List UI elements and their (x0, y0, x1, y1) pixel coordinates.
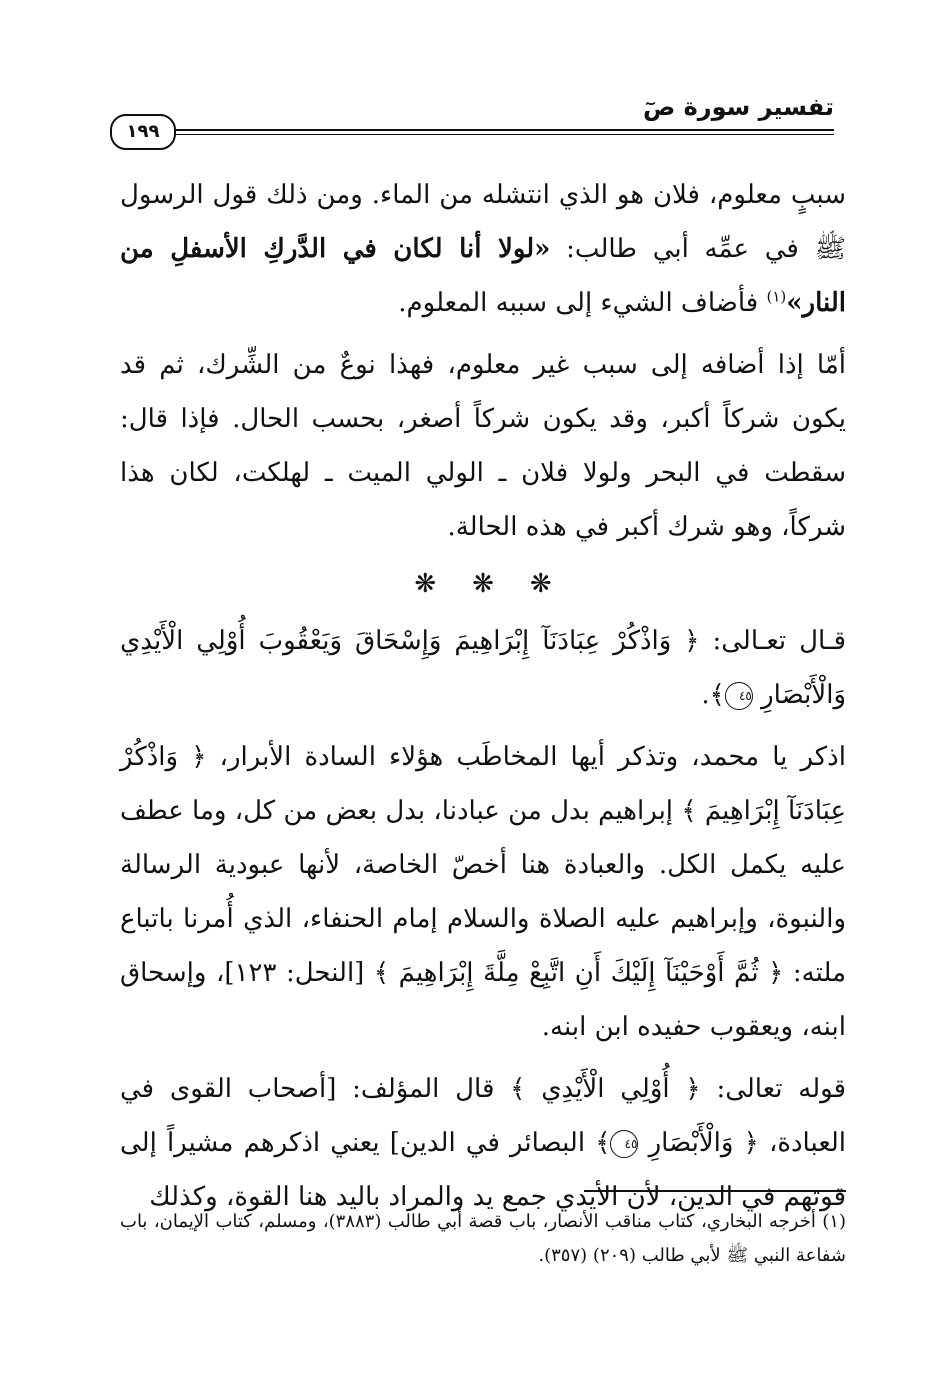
ayah-number-icon: ٤٥ (725, 682, 753, 710)
main-text (120, 168, 846, 1224)
quran-verse: ﴿ وَاذْكُرْ عِبَادَنَآ إِبْرَاهِيمَ وَإِسْحَاقَ وَيَعْقُوبَ أُوْلِي الْأَيْدِي وَالْأَبْصَارِ (120, 626, 846, 710)
page-header (108, 92, 834, 152)
paragraph-5-text-a: قوله تعالى: (700, 1074, 846, 1104)
quran-quote-1: ﴿ وَاذْكُرْ عِبَادَنَآ إِبْرَاهِيمَ ﴾ (120, 742, 847, 826)
paragraph-5-text-b: قال المؤلف: [أصحاب القوى في العبادة، (120, 1074, 847, 1158)
quran-quote-4: ﴿ وَالْأَبْصَارِ (648, 1128, 759, 1158)
page-number-badge: ١٩٩ (110, 114, 176, 150)
header-rule (166, 129, 834, 135)
paragraph-3 (120, 614, 846, 722)
hadith-quote: «لولا أنا لكان في الدَّركِ الأسفلِ من النار» (120, 234, 846, 318)
footnote-rule (584, 1190, 846, 1192)
section-separator: ❋❋❋ (414, 569, 588, 599)
paragraph-2: أمّا إذا أضافه إلى سبب غير معلوم، فهذا نوعٌ من الشِّرك، ثم قد يكون شركاً أكبر، وقد يكون شركاً أصغر، بحسب الحال. فإذا قال: سقطت في البحر ولولا فلان ـ الولي الميت ـ لهلكت، لكان هذا شركاً، وهو شرك أكبر في هذه الحالة. (120, 350, 846, 542)
footnote-1: (١) أخرجه البخاري، كتاب مناقب الأنصار، باب قصة أبي طالب (٣٨٨٣)، ومسلم، كتاب الإيمان، باب شفاعة النبي ﷺ لأبي طالب (٢٠٩) (٣٥٧). (120, 1211, 846, 1266)
paragraph-5 (120, 1062, 846, 1224)
quran-quote-4-close: ﴾ (595, 1128, 611, 1158)
paragraph-1-text-b: فأضاف الشيء إلى سببه المعلوم. (398, 288, 767, 318)
paragraph-4-text-a: اذكر يا محمد، وتذكر أيها المخاطَب هؤلاء السادة الأبرار، (206, 742, 846, 772)
paragraph-1 (120, 168, 846, 330)
quran-verse-close: ﴾. (701, 680, 725, 710)
paragraph-4-text-b: إبراهيم بدل من عبادنا، بدل بعض من كل، وما عطف عليه يكمل الكل. والعبادة هنا أخصّ الخاصة، لأنها عبودية الرسالة والنبوة، وإبراهيم عليه الصلاة والسلام إمام الحنفاء، الذي أُمرنا باتباع ملته: (120, 796, 846, 988)
footnotes (120, 1205, 846, 1273)
running-title: تفسير سورة صٓ (642, 93, 834, 121)
paragraph-4-text-c: [النحل: ١٢٣]، وإسحاق ابنه، ويعقوب حفيده ابن ابنه. (120, 958, 846, 1042)
footnote-marker[interactable]: (١) (766, 287, 787, 306)
paragraph-5-text-c: البصائر في الدين] يعني اذكرهم مشيراً إلى قوتهم في الدين، لأن الأيدي جمع يد والمراد باليد هنا القوة، وكذلك (120, 1128, 846, 1212)
quran-quote-3: ﴿ أُوْلِي الْأَيْدِي ﴾ (510, 1074, 701, 1104)
paragraph-1-text-a: سببٍ معلوم، فلان هو الذي انتشله من الماء. ومن ذلك قول الرسول ﷺ في عمِّه أبي طالب: (120, 180, 846, 264)
ayah-number-icon: ٤٥ (610, 1130, 638, 1158)
paragraph-4 (120, 730, 846, 1054)
quran-quote-2: ﴿ ثُمَّ أَوْحَيْنَآ إِلَيْكَ أَنِ اتَّبِعْ مِلَّةَ إِبْرَاهِيمَ ﴾ (373, 958, 784, 988)
paragraph-3-intro: قـال تعـالى: (699, 626, 847, 656)
